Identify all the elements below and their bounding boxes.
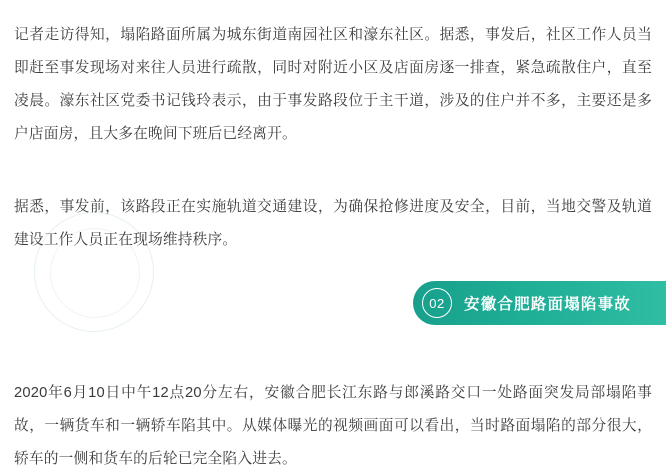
article-paragraph-2: 据悉，事发前，该路段正在实施轨道交通建设，为确保抢修进度及安全，目前，当地交警及轨道建设工作人员正在现场维持秩序。: [14, 198, 652, 248]
article-paragraph-3: 2020年6月10日中午12点20分左右，安徽合肥长江东路与郎溪路交口一处路面突发局部塌陷事故，一辆货车和一辆轿车陷其中。从媒体曝光的视频画面可以看出，当时路面塌陷的部分很大，轿车的一侧和货车的后轮已完全陷入进去。: [14, 384, 652, 467]
section-number-badge: 02: [422, 288, 452, 318]
article-paragraph-1: 记者走访得知，塌陷路面所属为城东街道南园社区和濠东社区。据悉，事发后，社区工作人员当即赶至事发现场对来往人员进行疏散，同时对附近小区及店面房逐一排查，紧急疏散住户，直至凌晨。濠东社区党委书记钱玲表示，由于事发路段位于主干道，涉及的住户并不多，主要还是多户店面房，且大多在晚间下班后已经离开。: [14, 26, 652, 142]
section-heading-banner: [413, 281, 666, 325]
section-heading-title: 安徽合肥路面塌陷事故: [464, 296, 632, 313]
